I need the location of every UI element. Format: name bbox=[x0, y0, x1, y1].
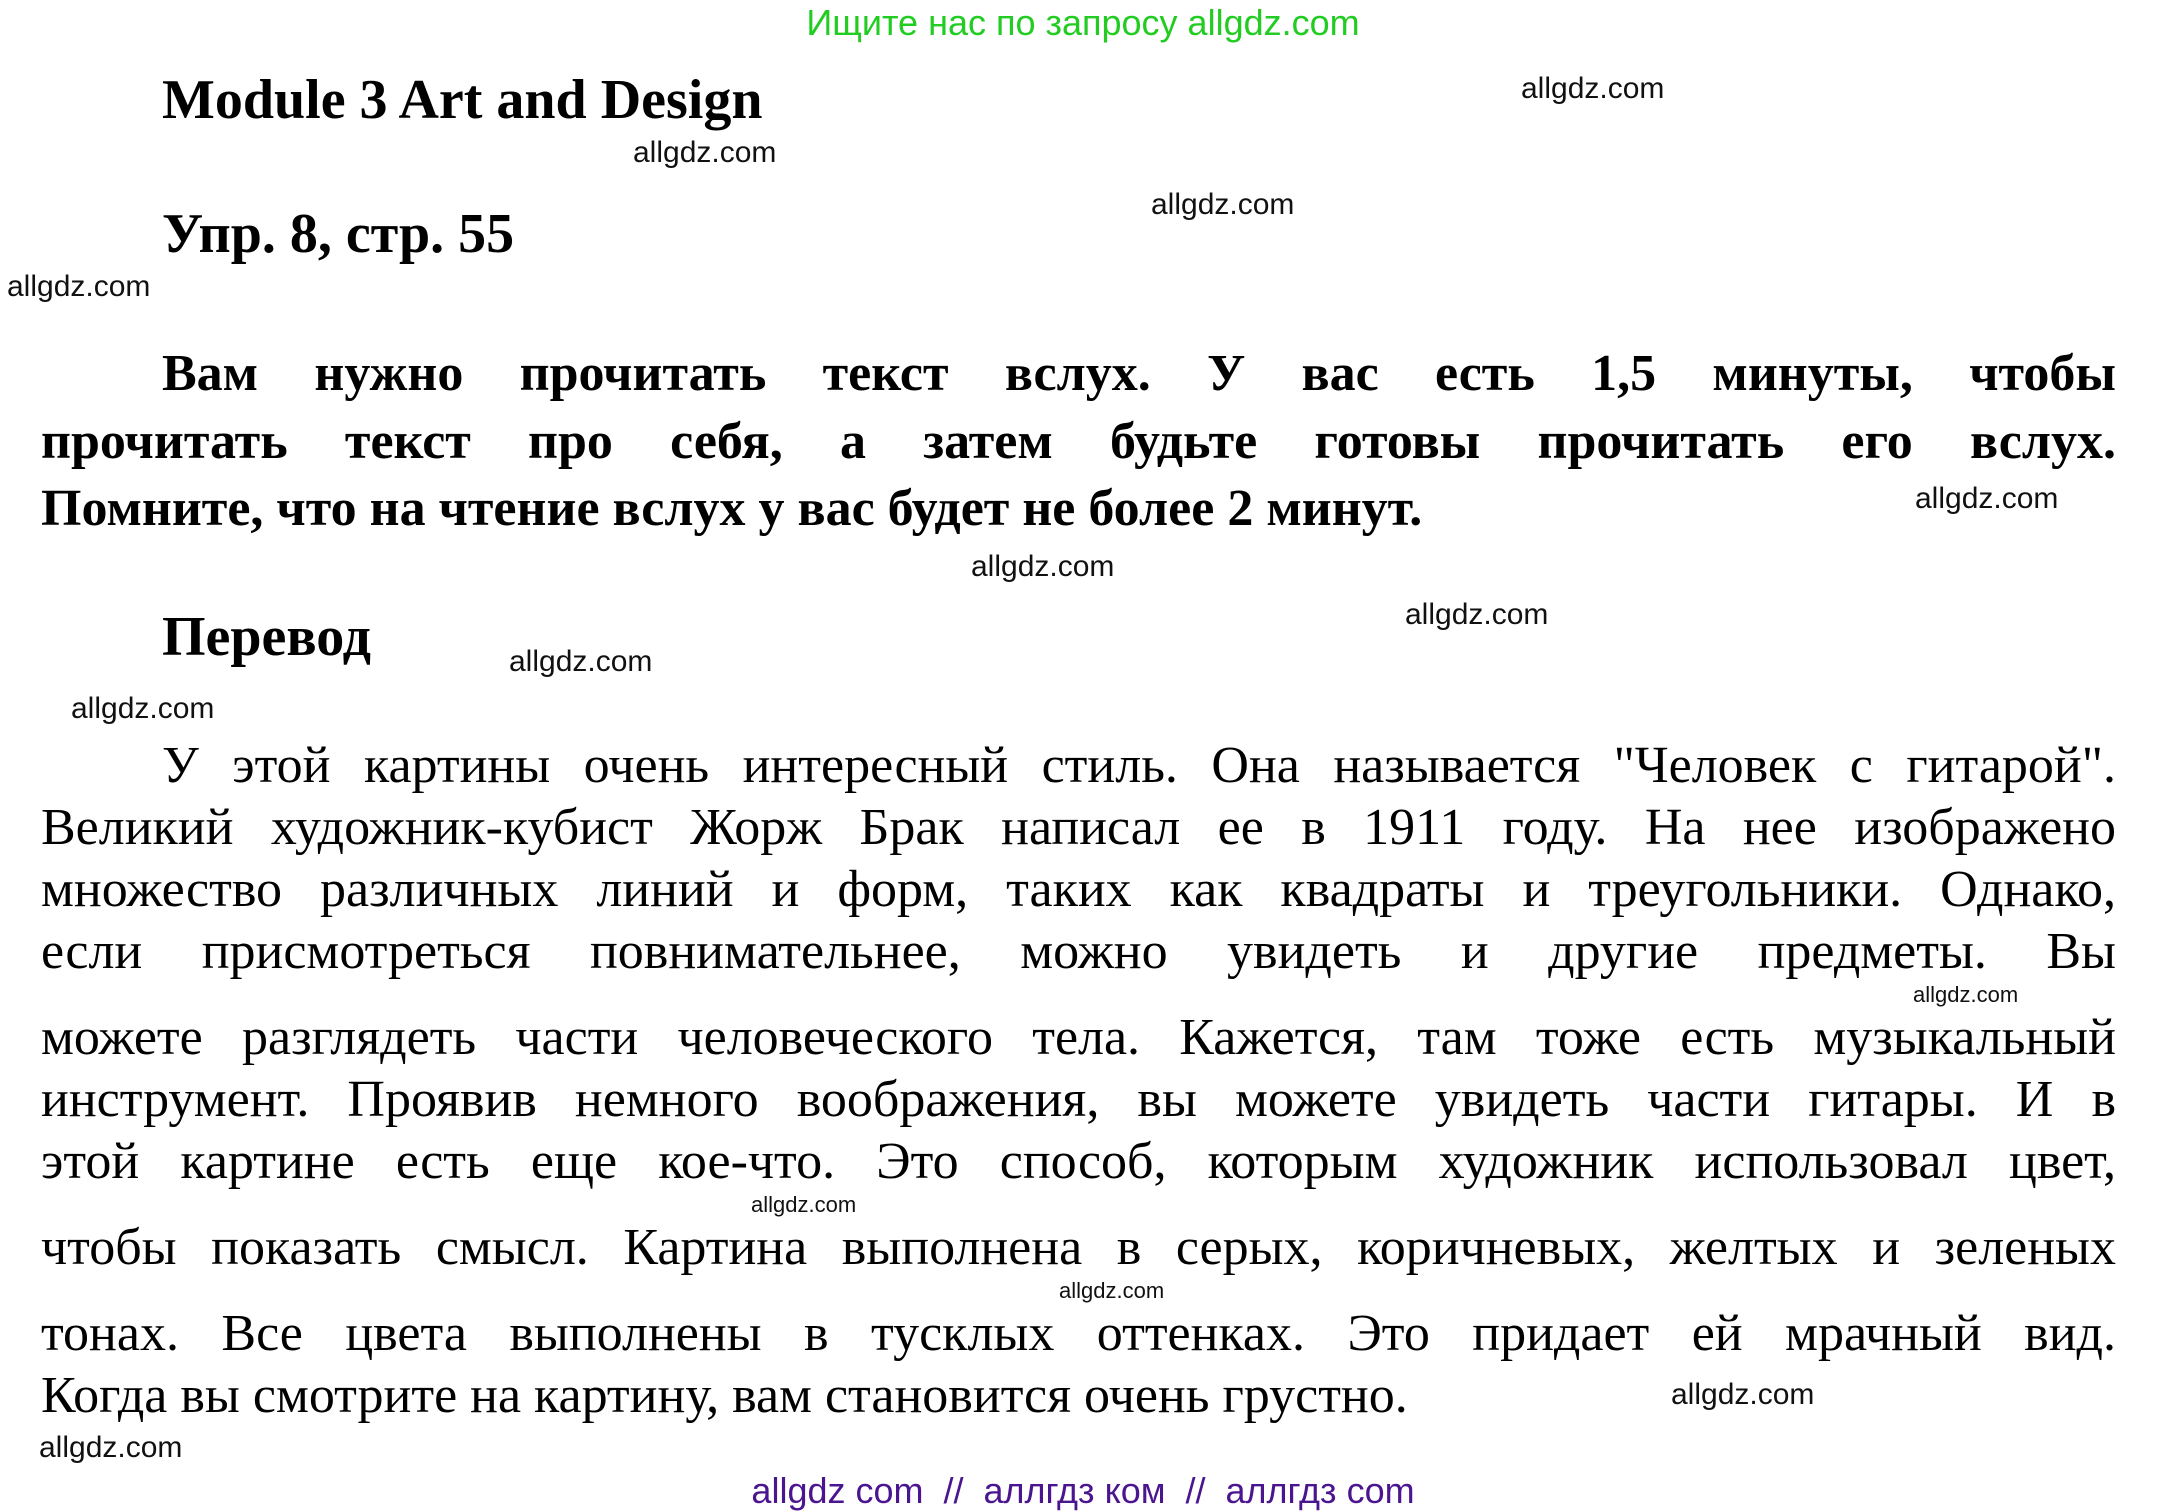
watermark: allgdz.com bbox=[1913, 982, 2019, 1007]
watermark: allgdz.com bbox=[1151, 188, 1295, 221]
watermark: allgdz.com bbox=[39, 1431, 183, 1464]
watermark: allgdz.com bbox=[1671, 1378, 1815, 1411]
search-banner: Ищите нас по запросу allgdz.com bbox=[806, 2, 1360, 43]
watermark: allgdz.com bbox=[509, 645, 653, 678]
translation-paragraph bbox=[41, 735, 2116, 1427]
watermark: allgdz.com bbox=[71, 692, 215, 725]
translation-line: У этой картины очень интересный стиль. Она называется "Человек с гитарой". bbox=[162, 737, 2116, 794]
translation-line: этой картине есть еще кое-что. Это способ, которым художник использовал цвет, bbox=[41, 1133, 2116, 1190]
task-line: Помните, что на чтение вслух у вас будет не более 2 минут. bbox=[41, 480, 1423, 537]
page-title: Module 3 Art and Design bbox=[162, 69, 763, 131]
translation-line: Когда вы смотрите на картину, вам становится очень грустно. bbox=[41, 1367, 1408, 1424]
watermark: allgdz.com bbox=[971, 550, 1115, 583]
translation-heading: Перевод bbox=[162, 606, 371, 668]
watermark: allgdz.com bbox=[7, 270, 151, 303]
task-line: Вам нужно прочитать текст вслух. У вас есть 1,5 минуты, чтобы bbox=[162, 345, 2116, 402]
watermark: allgdz.com bbox=[1405, 598, 1549, 631]
translation-line: Великий художник-кубист Жорж Брак написал ее в 1911 году. На нее изображено bbox=[41, 799, 2116, 856]
translation-line: множество различных линий и форм, таких как квадраты и треугольники. Однако, bbox=[41, 861, 2116, 918]
watermark: allgdz.com bbox=[1915, 482, 2059, 515]
translation-line: если присмотреться повнимательнее, можно увидеть и другие предметы. Вы bbox=[41, 923, 2116, 980]
translation-line: можете разглядеть части человеческого тела. Кажется, там тоже есть музыкальный bbox=[41, 1009, 2116, 1066]
task-line: прочитать текст про себя, а затем будьте готовы прочитать его вслух. bbox=[41, 412, 2116, 470]
translation-line: тонах. Все цвета выполнены в тусклых оттенках. Это придает ей мрачный вид. bbox=[41, 1305, 2116, 1362]
translation-line: инструмент. Проявив немного воображения, вы можете увидеть части гитары. И в bbox=[41, 1071, 2116, 1128]
footer-links: allgdz com // аллгдз ком // аллгдз com bbox=[751, 1470, 1415, 1511]
translation-line: чтобы показать смысл. Картина выполнена в серых, коричневых, желтых и зеленых bbox=[41, 1219, 2116, 1276]
watermark: allgdz.com bbox=[633, 136, 777, 169]
exercise-heading: Упр. 8, стр. 55 bbox=[162, 203, 515, 265]
watermark: allgdz.com bbox=[1059, 1278, 1165, 1303]
watermark: allgdz.com bbox=[1521, 72, 1665, 105]
watermark: allgdz.com bbox=[751, 1192, 857, 1217]
task-paragraph bbox=[41, 340, 2116, 543]
